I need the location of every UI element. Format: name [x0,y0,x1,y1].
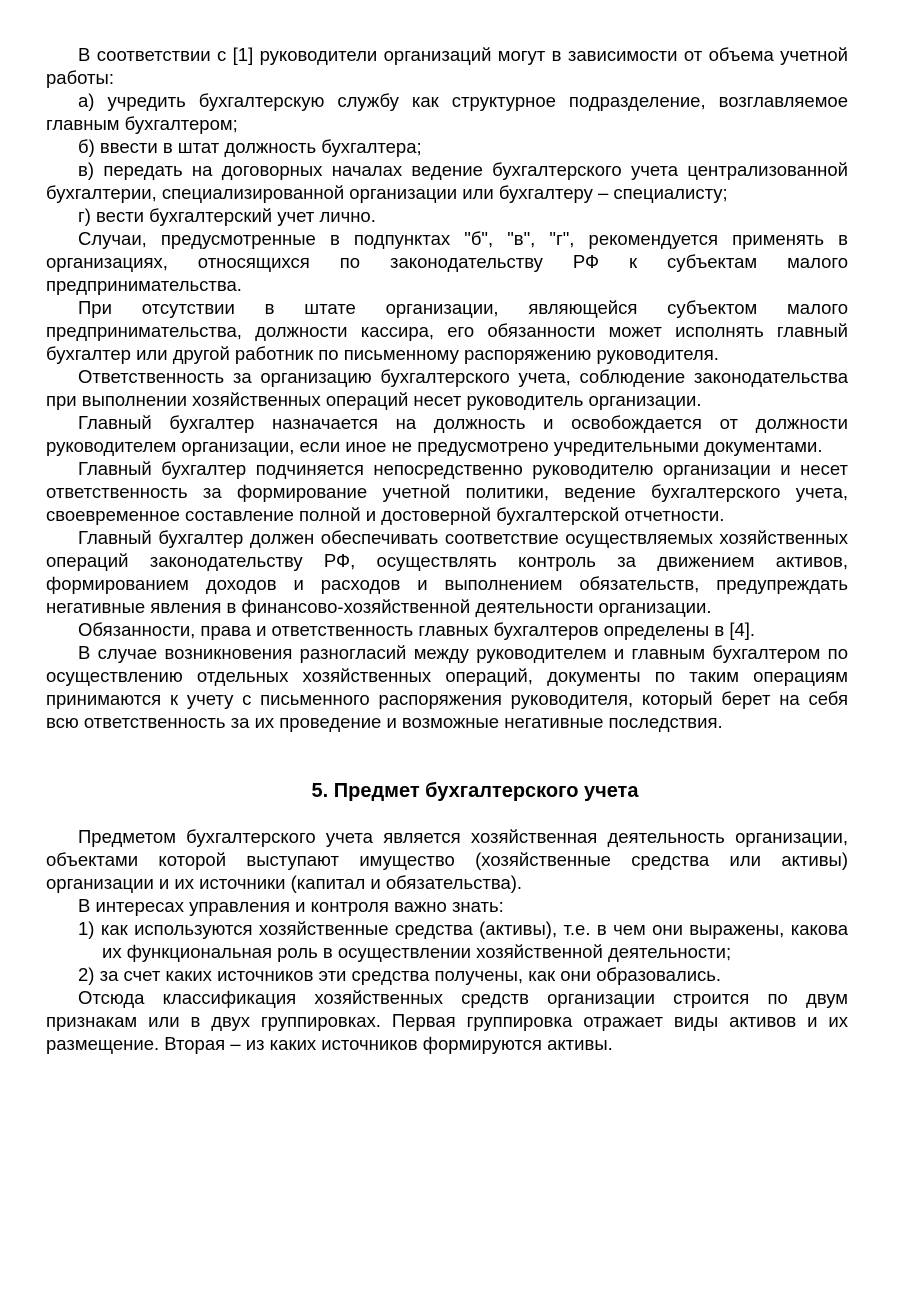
section-heading: 5. Предмет бухгалтерского учета [311,780,639,802]
paragraph: В случае возникновения разногласий между руководителем и главным бухгалтером по осуществлению отдельных хозяйственных операций, документы по таким операциям принимаются к учету с письменного распоряжения руководителя, который берет на себя всю ответственность за их проведение и возможные негативные последствия. [46,642,848,732]
document-page [46,43,848,1055]
paragraph: Главный бухгалтер должен обеспечивать соответствие осуществляемых хозяйственных операций законодательству РФ, осуществлять контроль за движением активов, формированием доходов и расходов и выполнением обязательств, предупреждать негативные явления в финансово-хозяйственной деятельности организации. [46,527,848,617]
paragraph: Обязанности, права и ответственность главных бухгалтеров определены в [4]. [78,619,756,640]
paragraph: в) передать на договорных началах ведение бухгалтерского учета централизованной бухгалтерии, специализированной организации или бухгалтеру – специалисту; [46,159,848,203]
list-item: 2) за счет каких источников эти средства получены, как они образовались. [78,964,722,985]
paragraph: В интересах управления и контроля важно знать: [78,895,504,916]
paragraph: Главный бухгалтер назначается на должность и освобождается от должности руководителем организации, если иное не предусмотрено учредительными документами. [46,412,848,456]
paragraph: Случаи, предусмотренные в подпунктах "б", "в", "г", рекомендуется применять в организациях, относящихся по законодательству РФ к субъектам малого предпринимательства. [46,228,848,295]
paragraph: Предметом бухгалтерского учета является хозяйственная деятельность организации, объектами которой выступают имущество (хозяйственные средства или активы) организации и их источники (капитал и обязательства). [46,826,848,893]
paragraph: Главный бухгалтер подчиняется непосредственно руководителю организации и несет ответственность за формирование учетной политики, ведение бухгалтерского учета, своевременное составление полной и достоверной бухгалтерской отчетности. [46,458,848,525]
paragraph: Ответственность за организацию бухгалтерского учета, соблюдение законодательства при выполнении хозяйственных операций несет руководитель организации. [46,366,848,410]
list-item: 1) как используются хозяйственные средства (активы), т.е. в чем они выражены, какова их функциональная роль в осуществлении хозяйственной деятельности; [78,918,848,962]
paragraph: а) учредить бухгалтерскую службу как структурное подразделение, возглавляемое главным бухгалтером; [46,90,848,134]
paragraph: г) вести бухгалтерский учет лично. [78,205,376,226]
paragraph: В соответствии с [1] руководители организаций могут в зависимости от объема учетной работы: [46,44,848,88]
paragraph: б) ввести в штат должность бухгалтера; [78,136,422,157]
paragraph: Отсюда классификация хозяйственных средств организации строится по двум признакам или в двух группировках. Первая группировка отражает виды активов и их размещение. Вторая – из каких источников формируются активы. [46,987,848,1054]
paragraph: При отсутствии в штате организации, являющейся субъектом малого предпринимательства, должности кассира, его обязанности может исполнять главный бухгалтер или другой работник по письменному распоряжению руководителя. [46,297,848,364]
